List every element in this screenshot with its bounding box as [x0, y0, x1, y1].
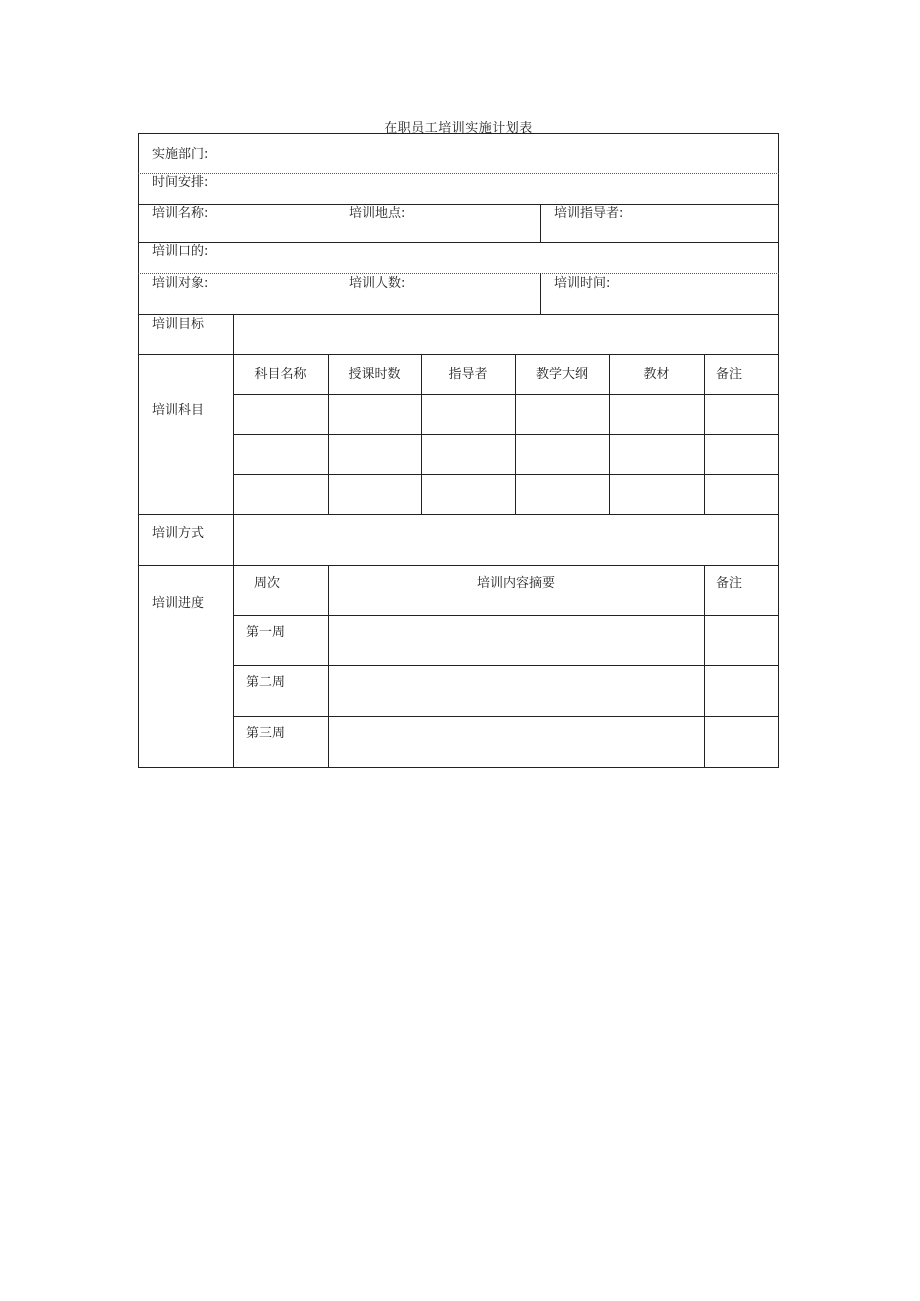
- training-plan-form: [138, 133, 779, 768]
- row-divider: [138, 314, 779, 315]
- row-divider: [233, 434, 779, 435]
- subject-header-instructor: 指导者: [448, 367, 488, 382]
- training-subjects-label: 培训科目: [152, 403, 205, 418]
- row-divider: [138, 354, 779, 355]
- progress-header-remarks: 备注: [715, 576, 742, 591]
- training-goal-label: 培训目标: [152, 317, 205, 332]
- row-divider: [138, 273, 779, 274]
- week-2-label: 第二周: [246, 675, 286, 690]
- training-purpose-label: 培训口的:: [152, 244, 209, 259]
- training-method-label: 培训方式: [152, 526, 205, 541]
- row-divider: [138, 204, 779, 205]
- row-divider: [233, 394, 779, 395]
- week-3-label: 第三周: [246, 726, 286, 741]
- col-divider: [328, 565, 329, 768]
- training-name-label: 培训名称:: [152, 206, 209, 221]
- row-divider: [138, 565, 779, 566]
- subject-header-textbook: 教材: [643, 367, 670, 382]
- training-location-label: 培训地点:: [349, 206, 406, 221]
- col-divider: [704, 565, 705, 768]
- subject-header-syllabus: 教学大纲: [535, 367, 588, 382]
- row-divider: [233, 615, 779, 616]
- row-divider: [233, 716, 779, 717]
- dept-label: 实施部门:: [152, 147, 209, 162]
- training-instructor-label: 培训指导者:: [554, 206, 624, 221]
- row-divider: [233, 665, 779, 666]
- row-divider: [233, 474, 779, 475]
- row-divider: [138, 242, 779, 243]
- progress-header-week: 周次: [254, 576, 281, 591]
- col-divider: [233, 314, 234, 768]
- subject-header-remarks: 备注: [715, 367, 742, 382]
- col-divider: [540, 204, 541, 242]
- training-count-label: 培训人数:: [349, 276, 406, 291]
- progress-header-summary: 培训内容摘要: [476, 576, 555, 591]
- subject-header-name: 科目名称: [254, 367, 307, 382]
- week-1-label: 第一周: [246, 625, 286, 640]
- training-target-label: 培训对象:: [152, 276, 209, 291]
- schedule-label: 时间安排:: [152, 175, 209, 190]
- subject-header-hours: 授课时数: [348, 367, 401, 382]
- training-time-label: 培训时间:: [554, 276, 611, 291]
- col-divider: [540, 273, 541, 314]
- page-title: 在职员工培训实施计划表: [384, 121, 533, 136]
- training-progress-label: 培训进度: [152, 596, 205, 611]
- row-divider: [138, 514, 779, 515]
- row-divider: [138, 173, 779, 174]
